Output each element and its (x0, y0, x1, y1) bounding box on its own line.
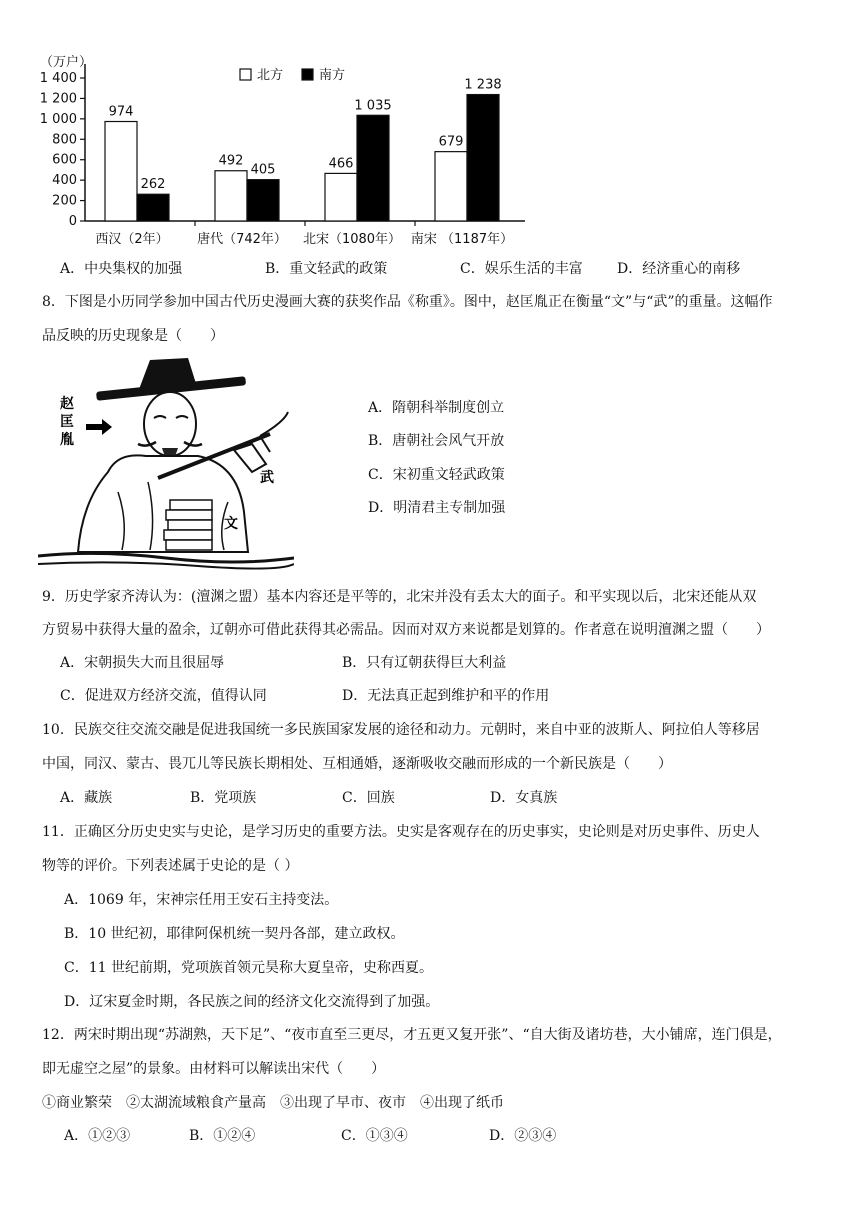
q8-option-c[interactable]: C．宋初重文轻武政策 (368, 467, 505, 483)
q10-option-a[interactable]: A．藏族 (60, 790, 113, 806)
y-tick-label: 1 200 (39, 91, 77, 107)
q10-option-d[interactable]: D．女真族 (490, 790, 558, 806)
y-tick-label: 200 (52, 193, 77, 209)
q9-option-d[interactable]: D．无法真正起到维护和平的作用 (342, 688, 550, 704)
bar-value-label: 466 (328, 156, 354, 172)
y-tick-label: 0 (68, 214, 77, 229)
legend-swatch (302, 69, 313, 80)
q12-option-b[interactable]: B．①②④ (189, 1128, 256, 1144)
bar-north (215, 171, 247, 221)
x-tick-label: 唐代（742年） (197, 232, 287, 247)
q8-stem-line2: 品反映的历史现象是（ ） (42, 328, 224, 344)
x-tick-label: 西汉（2年） (95, 232, 169, 247)
q9-option-a[interactable]: A．宋朝损失大而且很屈辱 (60, 655, 225, 671)
q11-option-d[interactable]: D．辽宋夏金时期，各民族之间的经济文化交流得到了加强。 (64, 994, 440, 1010)
bar-south (357, 115, 389, 221)
x-tick-label: 北宋（1080年） (302, 232, 402, 247)
bar-south (247, 180, 279, 221)
q10-option-b[interactable]: B．党项族 (190, 790, 257, 806)
q9-stem-line1: 9．历史学家齐涛认为：(澶渊之盟）基本内容还是平等的，北宋并没有丢太大的面子。和平实现以后，北宋还能从双 (42, 589, 757, 605)
q12-option-a[interactable]: A．①②③ (64, 1128, 131, 1144)
cartoon-label-martial: 武 (260, 470, 274, 486)
q8-option-b[interactable]: B．唐朝社会风气开放 (368, 433, 505, 449)
q8-option-d[interactable]: D．明清君主专制加强 (368, 500, 506, 516)
q12-stem-line2: 即无虚空之屋”的景象。由材料可以解读出宋代（ ） (42, 1061, 386, 1077)
q8-stem-line1: 8．下图是小历同学参加中国古代历史漫画大赛的获奖作品《称重》。图中，赵匡胤正在衡量“文”与“武”的重量。这幅作 (42, 294, 773, 310)
q9-stem-line2: 方贸易中获得大量的盈余，辽朝亦可借此获得其必需品。因而对双方来说都是划算的。作者意在说明澶渊之盟（ ） (42, 622, 770, 638)
q8-option-a[interactable]: A．隋朝科举制度创立 (368, 400, 505, 416)
y-tick-label: 400 (52, 173, 77, 189)
bar-south (137, 194, 169, 221)
q12-option-c[interactable]: C．①③④ (341, 1128, 408, 1144)
y-tick-label: 600 (52, 152, 77, 168)
legend-swatch (240, 69, 251, 80)
q10-stem-line2: 中国，同汉、蒙古、畏兀儿等民族长期相处、互相通婚，逐渐吸收交融而形成的一个新民族是（ ） (42, 756, 672, 772)
bar-value-label: 492 (218, 153, 244, 169)
cartoon-label-civil: 文 (224, 516, 238, 532)
cartoon-label-person: 赵匡胤 (60, 396, 74, 448)
bar-value-label: 262 (140, 177, 166, 193)
q9-option-c[interactable]: C．促进双方经济交流，值得认同 (60, 688, 267, 704)
chart-legend (240, 67, 345, 83)
q11-option-c[interactable]: C．11 世纪前期，党项族首领元昊称大夏皇帝，史称西夏。 (64, 960, 433, 976)
q11-stem-line2: 物等的评价。下列表述属于史论的是（ ） (42, 858, 299, 874)
households-bar-chart (30, 46, 530, 251)
bar-north (325, 173, 357, 221)
y-unit-label: （万户） (40, 55, 93, 70)
weighing-cartoon-image (38, 352, 294, 574)
q10-stem-line1: 10．民族交往交流交融是促进我国统一多民族国家发展的途径和动力。元朝时，来自中亚的波斯人、阿拉伯人等移居 (42, 722, 760, 738)
q10-option-c[interactable]: C．回族 (342, 790, 395, 806)
x-tick-label: 南宋 （1187年） (410, 232, 514, 247)
legend-label: 北方 (257, 68, 284, 83)
q7-option-d[interactable]: D．经济重心的南移 (617, 261, 741, 277)
bar-south (467, 95, 499, 221)
q11-option-a[interactable]: A．1069 年，宋神宗任用王安石主持变法。 (64, 892, 339, 908)
bar-value-label: 405 (250, 162, 276, 178)
x-axis (85, 221, 525, 247)
bar-value-label: 974 (108, 104, 134, 120)
y-axis (40, 64, 85, 229)
q11-option-b[interactable]: B．10 世纪初，耶律阿保机统一契丹各部，建立政权。 (64, 926, 405, 942)
bar-value-label: 679 (438, 134, 464, 150)
bar-north (105, 122, 137, 221)
bar-value-label: 1 035 (354, 98, 392, 114)
q7-option-c[interactable]: C．娱乐生活的丰富 (460, 261, 583, 277)
q7-option-b[interactable]: B．重文轻武的政策 (265, 261, 388, 277)
q12-statements: ①商业繁荣 ②太湖流域粮食产量高 ③出现了早市、夜市 ④出现了纸币 (42, 1095, 504, 1111)
q12-stem-line1: 12．两宋时期出现“苏湖熟，天下足”、“夜市直至三更尽，才五更又复开张”、“自大街及诸坊巷，大小铺席，连门俱是， (42, 1027, 782, 1043)
q7-option-a[interactable]: A．中央集权的加强 (60, 261, 183, 277)
q11-stem-line1: 11．正确区分历史史实与史论，是学习历史的重要方法。史实是客观存在的历史事实，史论则是对历史事件、历史人 (42, 824, 760, 840)
y-tick-label: 800 (52, 132, 77, 148)
y-tick-label: 1 000 (39, 111, 77, 127)
legend-label: 南方 (319, 68, 346, 83)
y-tick-label: 1 400 (39, 71, 77, 86)
q12-option-d[interactable]: D．②③④ (489, 1128, 557, 1144)
bar-north (435, 152, 467, 221)
bars (105, 78, 502, 221)
bar-value-label: 1 238 (464, 77, 502, 93)
q9-option-b[interactable]: B．只有辽朝获得巨大利益 (342, 655, 507, 671)
